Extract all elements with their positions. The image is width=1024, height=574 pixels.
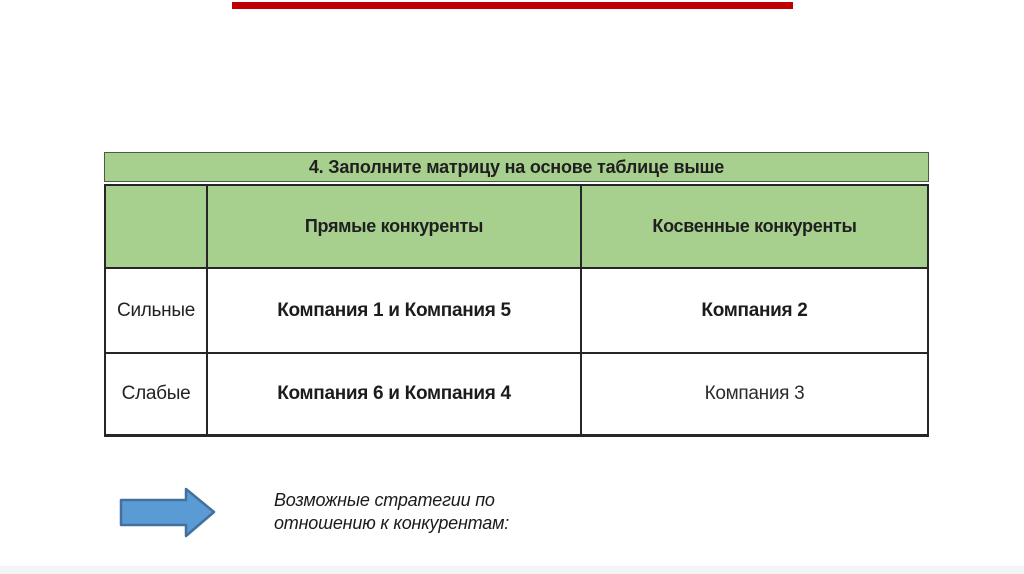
row-label-weak: Слабые (106, 354, 208, 434)
cell-weak-indirect: Компания 3 (704, 383, 805, 404)
callout-line-1: Возможные стратегии по (274, 490, 495, 510)
arrow-right-shape (121, 489, 214, 536)
column-header-direct: Прямые конкуренты (208, 186, 582, 269)
cell-strong-indirect: Компания 2 (582, 269, 927, 354)
arrow-right-icon (119, 487, 217, 539)
column-header-indirect: Косвенные конкуренты (582, 186, 927, 269)
competitors-matrix-table (104, 184, 929, 437)
top-accent-bar (232, 2, 793, 9)
bottom-edge-strip (0, 566, 1024, 574)
table-title: 4. Заполните матрицу на основе таблице выше (104, 152, 929, 182)
callout-text (274, 489, 509, 535)
cell-strong-direct: Компания 1 и Компания 5 (208, 269, 582, 354)
cell-weak-direct: Компания 6 и Компания 4 (208, 354, 582, 434)
corner-header-cell (106, 186, 208, 269)
callout-line-2: отношению к конкурентам: (274, 513, 510, 533)
row-label-strong: Сильные (106, 269, 208, 354)
